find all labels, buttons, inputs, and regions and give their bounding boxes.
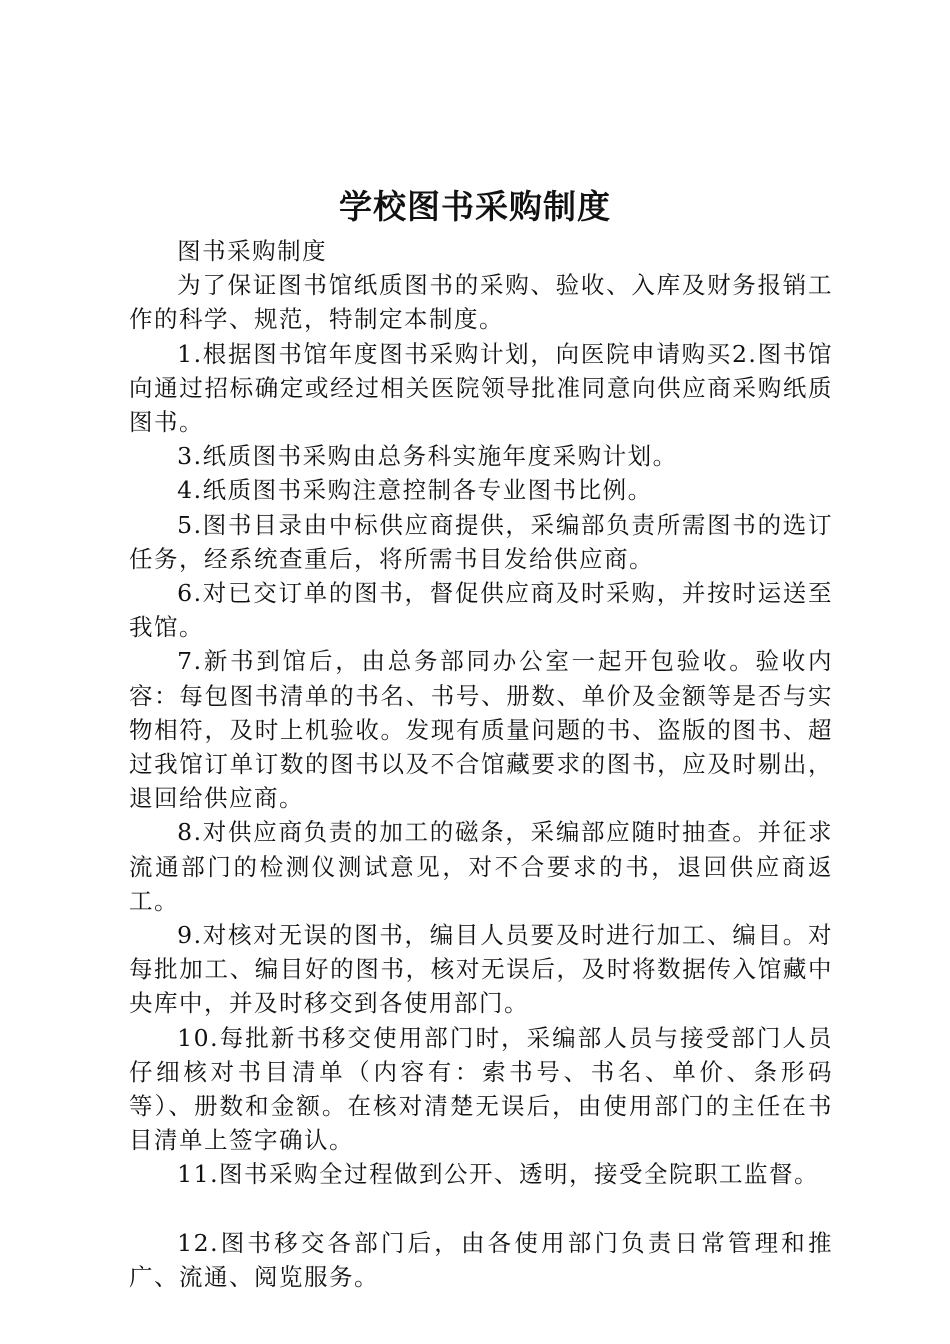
paragraph-item-7: 7.新书到馆后，由总务部同办公室一起开包验收。验收内容：每包图书清单的书名、书号、册数、单价及金额等是否与实物相符，及时上机验收。发现有质量问题的书、盗版的图书、超过我馆订单订数的图书以及不合馆藏要求的图书，应及时剔出，退回给供应商。 [129, 647, 833, 813]
paragraph-item-5: 5.图书目录由中标供应商提供，采编部负责所需图书的选订任务，经系统查重后，将所需书目发给供应商。 [129, 510, 833, 573]
paragraph-item-8: 8.对供应商负责的加工的磁条，采编部应随时抽查。并征求流通部门的检测仪测试意见，对不合要求的书，退回供应商返工。 [129, 818, 833, 915]
paragraph-item-3: 3.纸质图书采购由总务科实施年度采购计划。 [177, 442, 678, 471]
paragraph-item-10: 10.每批新书移交使用部门时，采编部人员与接受部门人员仔细核对书目清单（内容有：索书号、书名、单价、条形码等）、册数和金额。在核对清楚无误后，由使用部门的主任在书目清单上签字确认。 [129, 1023, 833, 1155]
paragraph-item-12: 12.图书移交各部门后，由各使用部门负责日常管理和推广、流通、阅览服务。 [129, 1228, 833, 1291]
document-subtitle: 图书采购制度 [177, 237, 328, 265]
paragraph-item-4: 4.纸质图书采购注意控制各专业图书比例。 [177, 476, 653, 505]
document-body [129, 234, 833, 1294]
paragraph-intro: 为了保证图书馆纸质图书的采购、验收、入库及财务报销工作的科学、规范，特制定本制度。 [129, 271, 833, 334]
paragraph-item-11: 11.图书采购全过程做到公开、透明，接受全院职工监督。 [177, 1160, 820, 1189]
document-title: 学校图书采购制度 [339, 187, 611, 226]
paragraph-item-6: 6.对已交订单的图书，督促供应商及时采购，并按时运送至我馆。 [129, 579, 833, 642]
paragraph-item-1: 1.根据图书馆年度图书采购计划，向医院申请购买2.图书馆向通过招标确定或经过相关医院领导批准同意向供应商采购纸质图书。 [129, 339, 833, 437]
paragraph-item-9: 9.对核对无误的图书，编目人员要及时进行加工、编目。对每批加工、编目好的图书，核对无误后，及时将数据传入馆藏中央库中，并及时移交到各使用部门。 [129, 921, 833, 1018]
